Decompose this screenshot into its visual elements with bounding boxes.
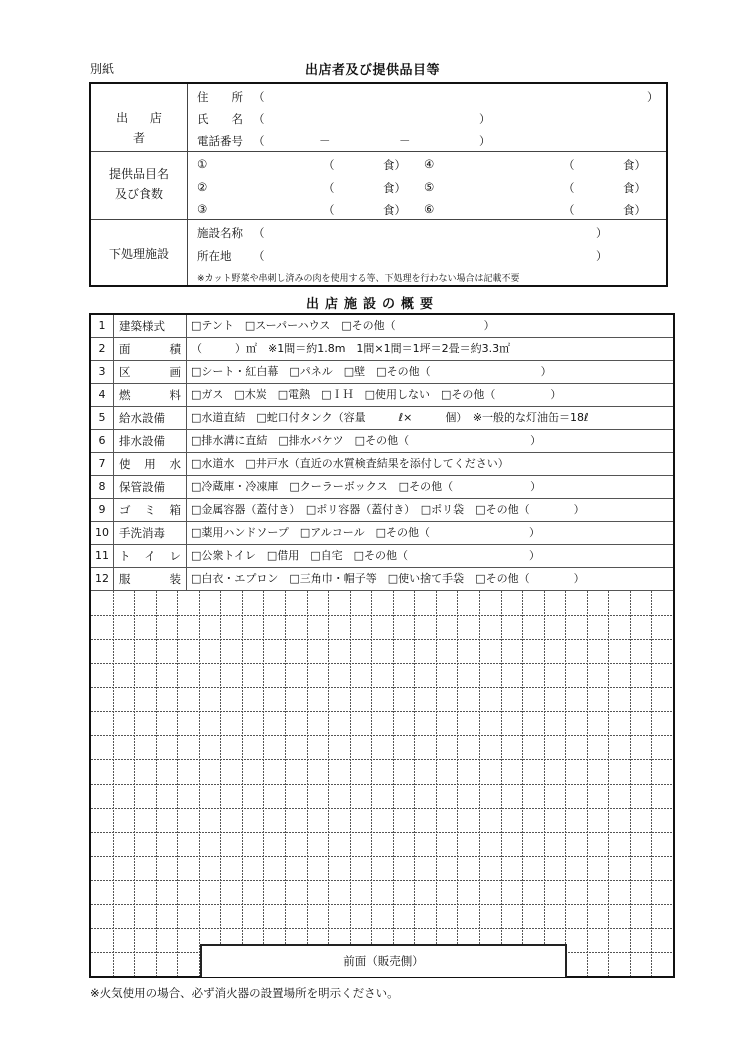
facility-location-label: 所在地 <box>197 249 232 263</box>
facility-row <box>91 338 673 361</box>
facility-row <box>91 476 673 499</box>
row-label <box>114 545 187 567</box>
row-number: 7 <box>91 453 114 475</box>
address-label: 住 所 <box>197 90 243 104</box>
facility-row <box>91 545 673 568</box>
row-number: 5 <box>91 407 114 429</box>
item-open: （ <box>563 181 575 195</box>
items-label <box>91 164 187 204</box>
column-divider <box>187 84 188 285</box>
row-label: 保管設備 <box>114 476 187 498</box>
item-marker: ⑤ <box>424 180 435 194</box>
row-options[interactable]: （ ）㎡ ※1間＝約1.8m 1間×1間＝1坪＝2畳＝約3.3㎡ <box>191 342 511 355</box>
label-char: 積 <box>169 342 181 356</box>
item-open: （ <box>323 203 335 217</box>
row-label <box>114 499 187 521</box>
label-char: 用 <box>144 457 156 471</box>
facility-name-label: 施設名称 <box>197 226 243 240</box>
page-title: 出店者及び提供品目等 <box>304 63 440 78</box>
item-marker: ④ <box>424 157 435 171</box>
items-label-line2: 及び食数 <box>114 187 163 201</box>
row-options[interactable]: □水道直結 □蛇口付タンク（容量 ℓ× 個） ※一般的な灯油缶＝18ℓ <box>191 411 589 424</box>
label-char: イ <box>144 549 156 563</box>
exhibitor-info-table <box>89 82 668 287</box>
address-open: （ <box>253 90 265 104</box>
name-label: 氏 名 <box>197 112 243 126</box>
label-char: 画 <box>169 365 181 379</box>
item-marker: ② <box>197 180 208 194</box>
label-char: 水 <box>169 457 181 471</box>
phone-label: 電話番号 <box>197 134 243 148</box>
facility-location-open: （ <box>253 249 265 263</box>
item-marker: ⑥ <box>424 202 435 216</box>
footnote: ※火気使用の場合、必ず消火器の設置場所を明示ください。 <box>90 986 399 1000</box>
item-unit: 食） <box>383 158 406 172</box>
label-char: 使 <box>119 457 131 471</box>
row-label <box>114 338 187 360</box>
phone-separator: － <box>319 134 331 148</box>
item-open: （ <box>323 158 335 172</box>
row-options[interactable]: □冷蔵庫・冷凍庫 □クーラーボックス □その他（ ） <box>191 480 542 493</box>
row-label <box>114 453 187 475</box>
facility-name-open: （ <box>253 226 265 240</box>
row-number: 1 <box>91 315 114 337</box>
address-close: ） <box>647 90 659 104</box>
row-number: 8 <box>91 476 114 498</box>
label-char: ミ <box>144 503 156 517</box>
row-number: 9 <box>91 499 114 521</box>
row-label <box>114 384 187 406</box>
item-open: （ <box>563 203 575 217</box>
row-options[interactable]: □白衣・エプロン □三角巾・帽子等 □使い捨て手袋 □その他（ ） <box>191 572 585 585</box>
label-char: 装 <box>169 572 181 586</box>
facility-row <box>91 568 673 591</box>
facility-row <box>91 453 673 476</box>
label-char: 区 <box>119 365 131 379</box>
facility-name-close: ） <box>596 226 608 240</box>
label-char: レ <box>169 549 181 563</box>
row-number: 10 <box>91 522 114 544</box>
item-unit: 食） <box>623 181 646 195</box>
facility-row <box>91 407 673 430</box>
row-label <box>114 568 187 590</box>
layout-drawing-grid[interactable] <box>91 591 673 976</box>
label-char: 燃 <box>119 388 131 402</box>
prep-facility-label: 下処理施設 <box>108 247 169 261</box>
row-label: 建築様式 <box>114 315 187 337</box>
row-label: 手洗消毒 <box>114 522 187 544</box>
name-close: ） <box>479 112 491 126</box>
items-label-line1: 提供品目名 <box>108 167 169 181</box>
label-char: 面 <box>119 342 131 356</box>
row-options[interactable]: □水道水 □井戸水（直近の水質検査結果を添付してください） <box>191 457 509 470</box>
label-char: 箱 <box>169 503 181 517</box>
row-options[interactable]: □ガス □木炭 □電熱 □ＩＨ □使用しない □その他（ ） <box>191 388 562 401</box>
label-char: 服 <box>119 572 131 586</box>
row-label <box>114 361 187 383</box>
item-open: （ <box>563 158 575 172</box>
grid-lines <box>91 591 673 976</box>
facility-overview-title: 出店施設の概要 <box>305 297 439 312</box>
row-number: 4 <box>91 384 114 406</box>
row-label: 給水設備 <box>114 407 187 429</box>
row-divider <box>91 151 666 152</box>
facility-location-close: ） <box>596 249 608 263</box>
row-number: 3 <box>91 361 114 383</box>
facility-row <box>91 430 673 453</box>
row-options[interactable]: □公衆トイレ □借用 □自宅 □その他（ ） <box>191 549 541 562</box>
item-unit: 食） <box>623 203 646 217</box>
name-open: （ <box>253 112 265 126</box>
row-number: 11 <box>91 545 114 567</box>
row-options[interactable]: □薬用ハンドソープ □アルコール □その他（ ） <box>191 526 540 539</box>
facility-row <box>91 499 673 522</box>
facility-row <box>91 522 673 545</box>
item-unit: 食） <box>623 158 646 172</box>
facility-row <box>91 361 673 384</box>
row-number: 2 <box>91 338 114 360</box>
item-marker: ③ <box>197 202 208 216</box>
row-options[interactable]: □シート・紅白幕 □パネル □壁 □その他（ ） <box>191 365 552 378</box>
item-marker: ① <box>197 157 208 171</box>
row-label: 排水設備 <box>114 430 187 452</box>
row-number: 12 <box>91 568 114 590</box>
facility-overview-table <box>89 313 675 978</box>
attachment-label: 別紙 <box>90 62 115 76</box>
item-open: （ <box>323 181 335 195</box>
row-options[interactable]: □金属容器（蓋付き） □ポリ容器（蓋付き） □ポリ袋 □その他（ ） <box>191 503 585 516</box>
phone-open: （ <box>253 134 265 148</box>
row-number: 6 <box>91 430 114 452</box>
row-options[interactable]: □排水溝に直結 □排水バケツ □その他（ ） <box>191 434 542 447</box>
exhibitor-label: 出 店 者 <box>116 111 171 145</box>
row-divider <box>91 219 666 220</box>
item-unit: 食） <box>383 181 406 195</box>
item-unit: 食） <box>383 203 406 217</box>
facility-row <box>91 384 673 407</box>
label-char: 料 <box>169 388 181 402</box>
row-options[interactable]: □テント □スーパーハウス □その他（ ） <box>191 319 495 332</box>
prep-facility-note: ※カット野菜や串刺し済みの肉を使用する等、下処理を行わない場合は記載不要 <box>197 274 520 284</box>
label-char: ト <box>119 549 131 563</box>
facility-row <box>91 315 673 338</box>
front-sales-side-box: 前面（販売側） <box>200 944 567 977</box>
label-char: ゴ <box>119 503 131 517</box>
phone-close: ） <box>479 134 491 148</box>
phone-separator: － <box>399 134 411 148</box>
